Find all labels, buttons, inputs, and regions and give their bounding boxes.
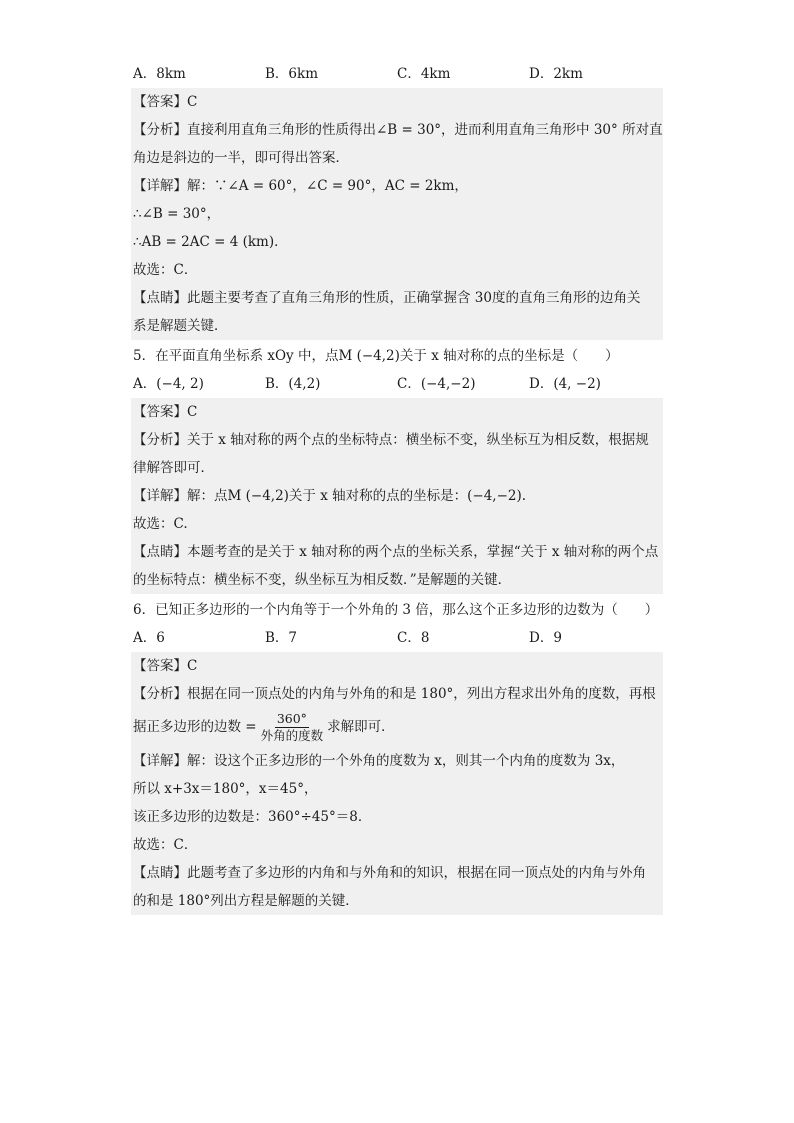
q5-option-d: D．(4, −2) [529,376,601,392]
q5-analysis-line-1: 【分析】关于 x 轴对称的两个点的坐标特点：横坐标不变，纵坐标互为相反数，根据规 [131,426,663,454]
q6-answer: 【答案】C [131,652,663,680]
fraction-numerator: 360° [276,711,307,726]
q6-detail-line-2: 所以 x+3x＝180°，x＝45°， [131,775,663,803]
q6-analysis-line-1: 【分析】根据在同一顶点处的内角与外角的和是 180°，列出方程求出外角的度数，再根 [131,680,663,708]
q5-comment-line-2: 的坐标特点：横坐标不变，纵坐标互为相反数．”是解题的关键． [131,566,663,594]
q5-options [131,370,663,398]
q4-option-b: B．6km [265,66,318,82]
q4-detail-line-2: ∴∠B = 30°， [131,200,663,228]
q6-option-a: A．6 [133,630,165,646]
q5-option-a: A．(−4, 2) [133,376,204,392]
q4-answer: 【答案】C [131,88,663,116]
q4-analysis-line-2: 角边是斜边的一半，即可得出答案． [131,144,663,172]
q5-question: 5．在平面直角坐标系 xOy 中，点M (−4,2)关于 x 轴对称的点的坐标是（ ） [133,348,619,364]
q5-comment-line-1: 【点睛】本题考查的是关于 x 轴对称的两个点的坐标关系，掌握“关于 x 轴对称的两个点 [131,538,663,566]
q6-option-b: B．7 [265,630,298,646]
q6-option-d: D．9 [529,630,562,646]
q6-choose: 故选：C． [131,831,663,859]
document-page [131,60,663,915]
q6-comment-line-2: 的和是 180°列出方程是解题的关键． [131,887,663,915]
q4-comment-line-1: 【点睛】此题主要考查了直角三角形的性质，正确掌握含 30度的直角三角形的边角关 [131,284,663,312]
q4-detail-line-3: ∴AB = 2AC = 4 (km)． [131,228,663,256]
q6-option-c: C．8 [397,630,430,646]
q6-detail-line-1: 【详解】解：设这个正多边形的一个外角的度数为 x，则其一个内角的度数为 3x， [131,747,663,775]
q4-option-a: A．8km [133,66,186,82]
q6-comment-line-1: 【点睛】此题考查了多边形的内角和与外角和的知识，根据在同一顶点处的内角与外角 [131,859,663,887]
q6-detail-line-3: 该正多边形的边数是：360°÷45°＝8． [131,803,663,831]
q5-analysis-line-2: 律解答即可． [131,454,663,482]
q4-choose: 故选：C． [131,256,663,284]
q4-analysis-line-1: 【分析】直接利用直角三角形的性质得出∠B = 30°，进而利用直角三角形中 30° 所对直 [131,116,663,144]
sides-fraction [259,711,326,744]
q4-comment-line-2: 系是解题关键． [131,312,663,340]
q4-option-d: D．2km [529,66,583,82]
q5-choose: 故选：C. [131,510,663,538]
q5-detail-line-1: 【详解】解：点M (−4,2)关于 x 轴对称的点的坐标是：(−4,−2). [131,482,663,510]
fraction-denominator: 外角的度数 [260,728,324,743]
q6-options [131,624,663,652]
q5-answer: 【答案】C [131,398,663,426]
q4-option-c: C．4km [397,66,451,82]
q5-option-c: C．(−4,−2) [397,376,476,392]
q6-analysis-line-2 [131,708,663,747]
q6-analysis-line-2-pre: 据正多边形的边数 = [133,719,257,735]
q6-analysis-line-2-post: 求解即可． [327,719,395,735]
q6-question: 6．已知正多边形的一个内角等于一个外角的 3 倍，那么这个正多边形的边数为（ ） [133,602,659,618]
q4-options [131,60,663,88]
q5-option-b: B．(4,2) [265,376,321,392]
q4-detail-line-1: 【详解】解：∵∠A = 60°，∠C = 90°，AC = 2km， [131,172,663,200]
